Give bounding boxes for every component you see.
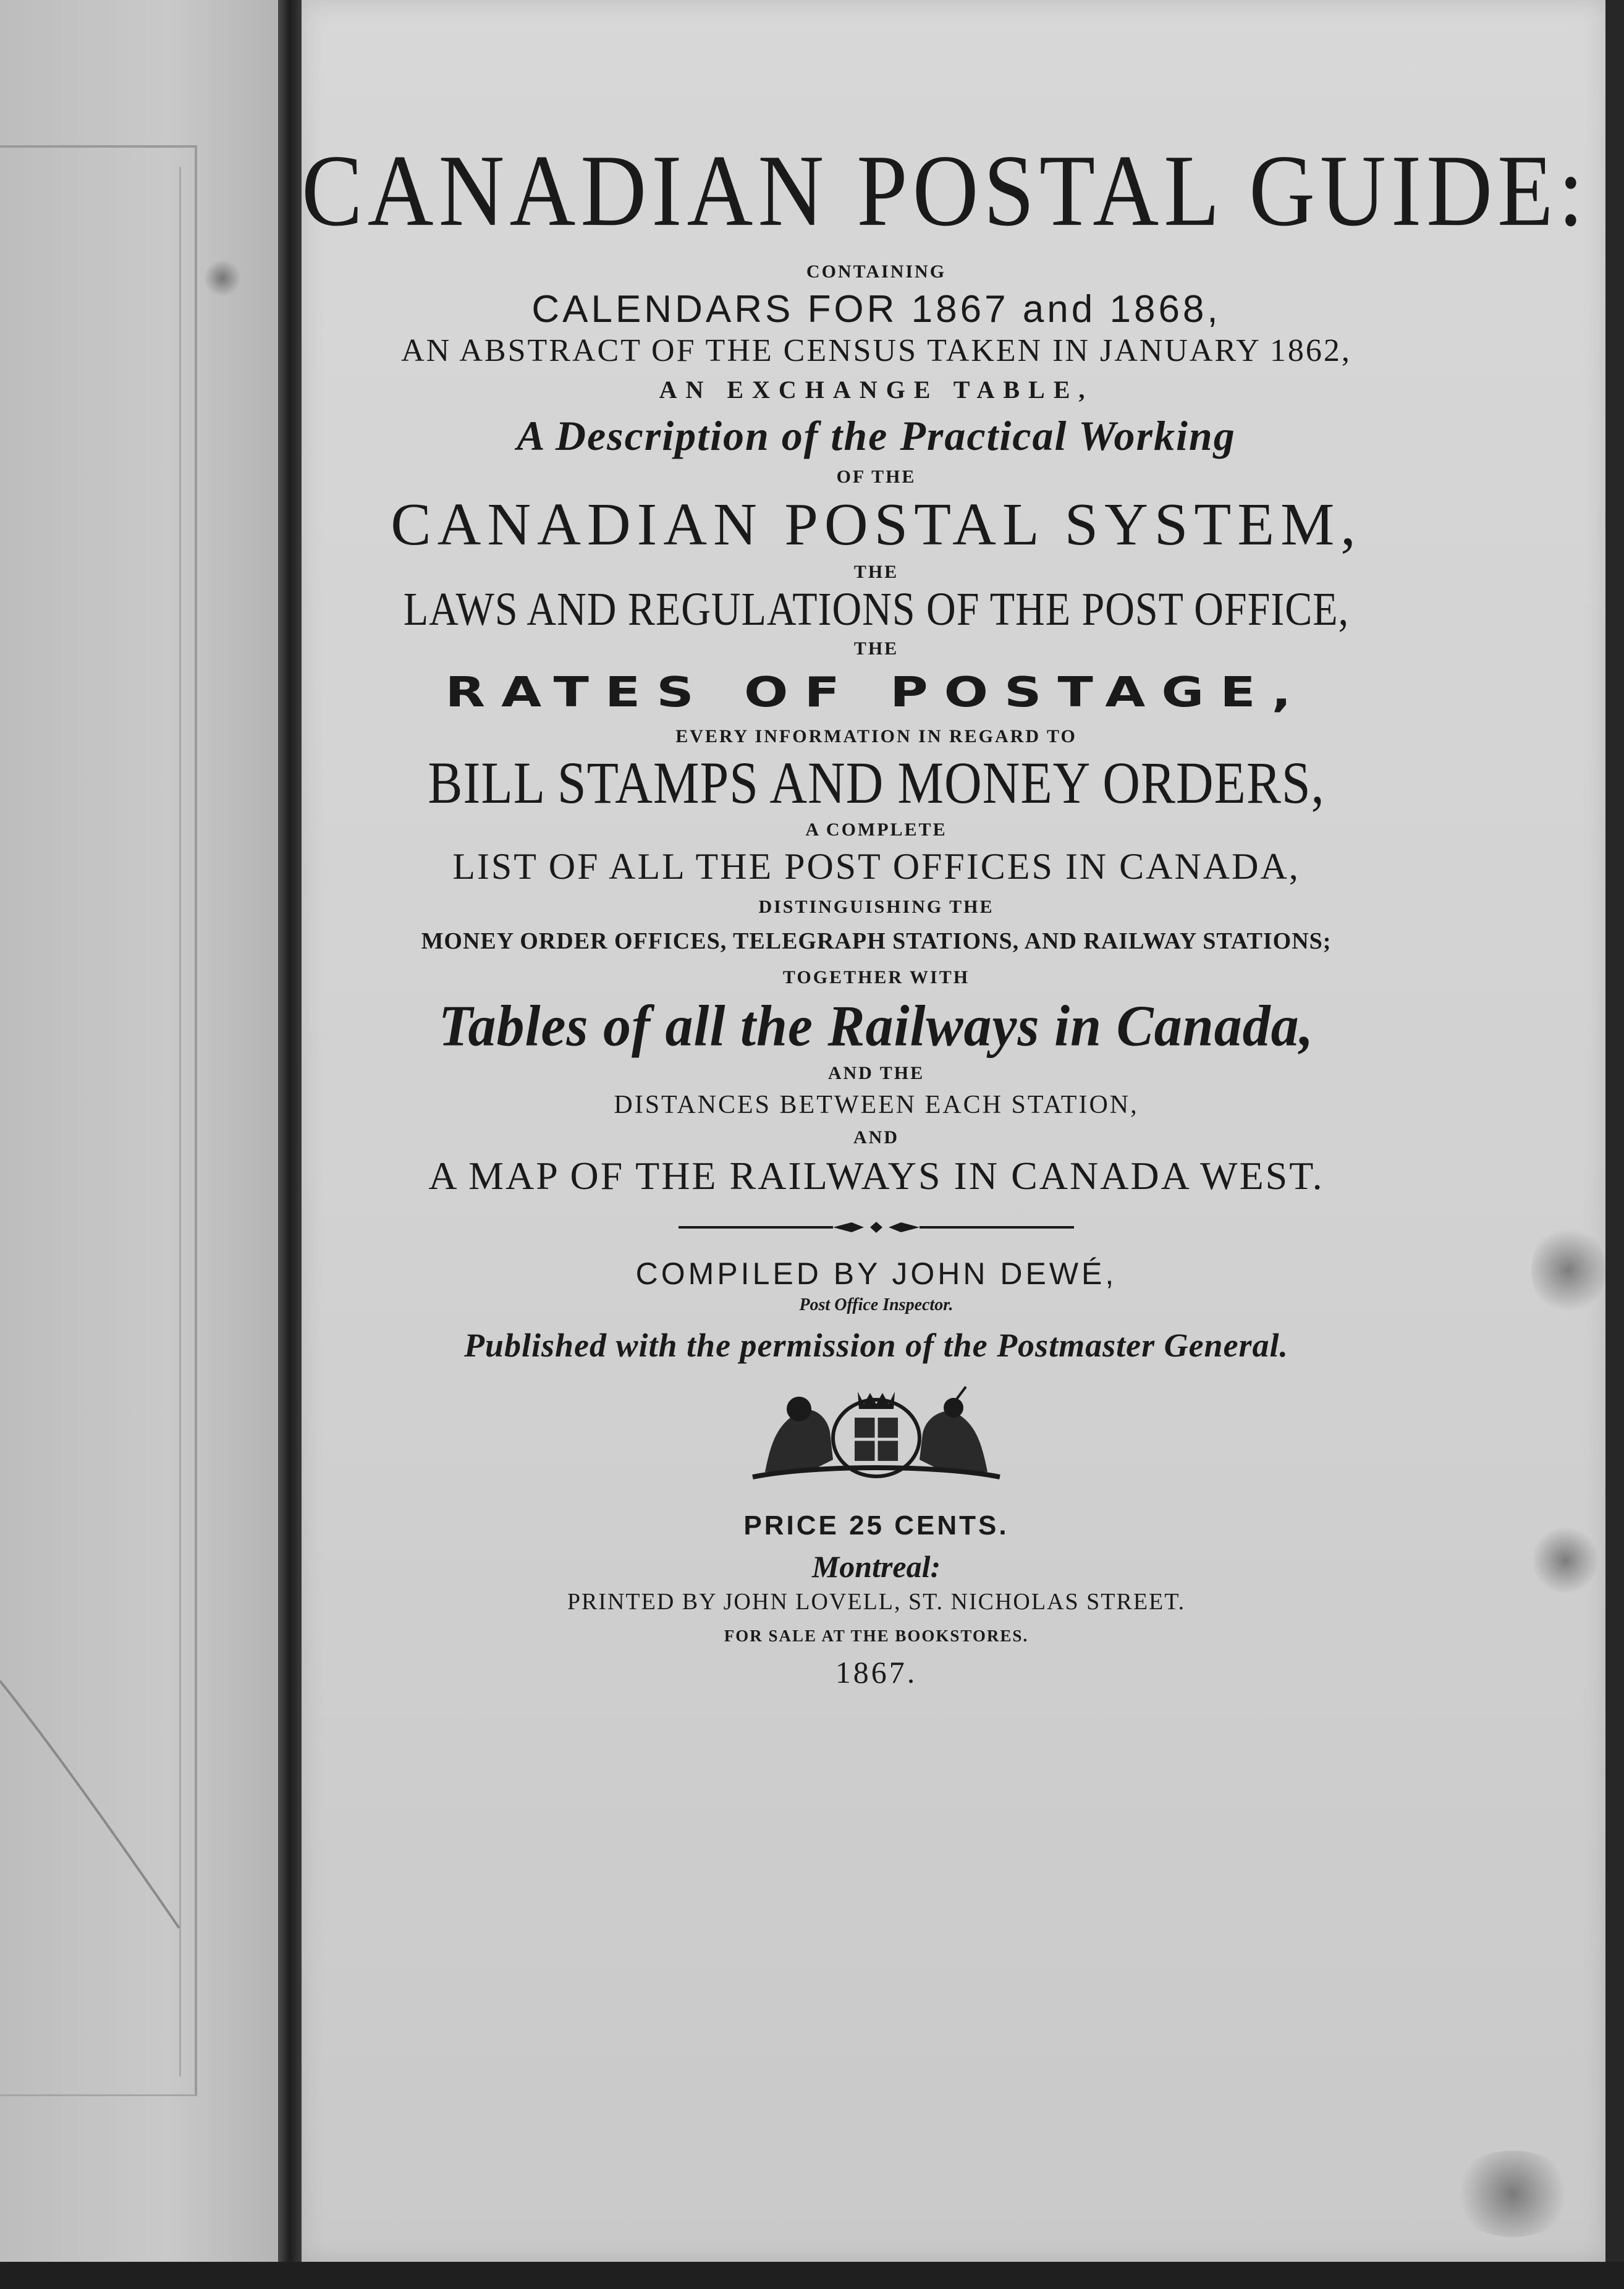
bill-stamps-line: BILL STAMPS AND MONEY ORDERS,	[428, 750, 1325, 816]
royal-coat-of-arms-icon	[740, 1386, 1012, 1484]
every-information-label: EVERY INFORMATION IN REGARD TO	[675, 726, 1077, 747]
price-line: PRICE 25 CENTS.	[743, 1510, 1009, 1541]
and-label: AND	[853, 1127, 899, 1148]
the-label-2: THE	[853, 638, 899, 659]
containing-label: CONTAINING	[806, 261, 947, 282]
page-bottom-edge	[0, 2262, 1624, 2289]
book-gutter	[278, 0, 302, 2289]
distances-line: DISTANCES BETWEEN EACH STATION,	[614, 1091, 1139, 1119]
left-page-spot	[204, 260, 241, 297]
montreal-line: Montreal:	[811, 1549, 941, 1584]
of-the-label: OF THE	[836, 467, 916, 487]
calendars-line: CALENDARS FOR 1867 and 1868,	[531, 288, 1221, 331]
compiled-by-line: COMPILED BY JOHN DEWÉ,	[635, 1256, 1117, 1291]
and-the-label: AND THE	[827, 1063, 925, 1083]
ornamental-rule	[679, 1215, 1074, 1240]
printer-line: PRINTED BY JOHN LOVELL, ST. NICHOLAS STREET.	[567, 1589, 1186, 1615]
left-facing-page	[0, 0, 278, 2289]
left-page-map-line	[0, 1669, 185, 1990]
publication-year: 1867.	[835, 1655, 918, 1690]
distinguishing-label: DISTINGUISHING THE	[758, 897, 994, 917]
laws-line: LAWS AND REGULATIONS OF THE POST OFFICE,	[403, 583, 1350, 636]
money-order-line: MONEY ORDER OFFICES, TELEGRAPH STATIONS, AND RAILWAY STATIONS;	[421, 928, 1332, 954]
title-page-text	[302, 133, 1589, 1690]
railway-tables-line: Tables of all the Railways in Canada,	[438, 994, 1314, 1059]
page-right-edge	[1605, 0, 1624, 2289]
together-with-label: TOGETHER WITH	[782, 967, 970, 988]
census-line: AN ABSTRACT OF THE CENSUS TAKEN IN JANUARY 1862,	[401, 333, 1351, 368]
post-offices-line: LIST OF ALL THE POST OFFICES IN CANADA,	[452, 846, 1300, 887]
postal-system-line: CANADIAN POSTAL SYSTEM,	[391, 491, 1362, 558]
inspector-line: Post Office Inspector.	[799, 1295, 954, 1314]
a-complete-label: A COMPLETE	[805, 819, 947, 840]
description-line: A Description of the Practical Working	[517, 412, 1236, 459]
page-stain	[1531, 1224, 1605, 1316]
main-title: CANADIAN POSTAL GUIDE:	[302, 134, 1589, 248]
page-stain	[1531, 1526, 1599, 1594]
rates-of-postage-line: RATES OF POSTAGE,	[445, 667, 1308, 717]
published-line: Published with the permission of the Postmaster General.	[463, 1327, 1289, 1364]
railway-map-line: A MAP OF THE RAILWAYS IN CANADA WEST.	[428, 1154, 1324, 1198]
exchange-line: AN EXCHANGE TABLE,	[659, 376, 1094, 404]
for-sale-line: FOR SALE AT THE BOOKSTORES.	[724, 1627, 1029, 1645]
page-stain	[1451, 2151, 1575, 2237]
the-label-1: THE	[853, 562, 899, 582]
